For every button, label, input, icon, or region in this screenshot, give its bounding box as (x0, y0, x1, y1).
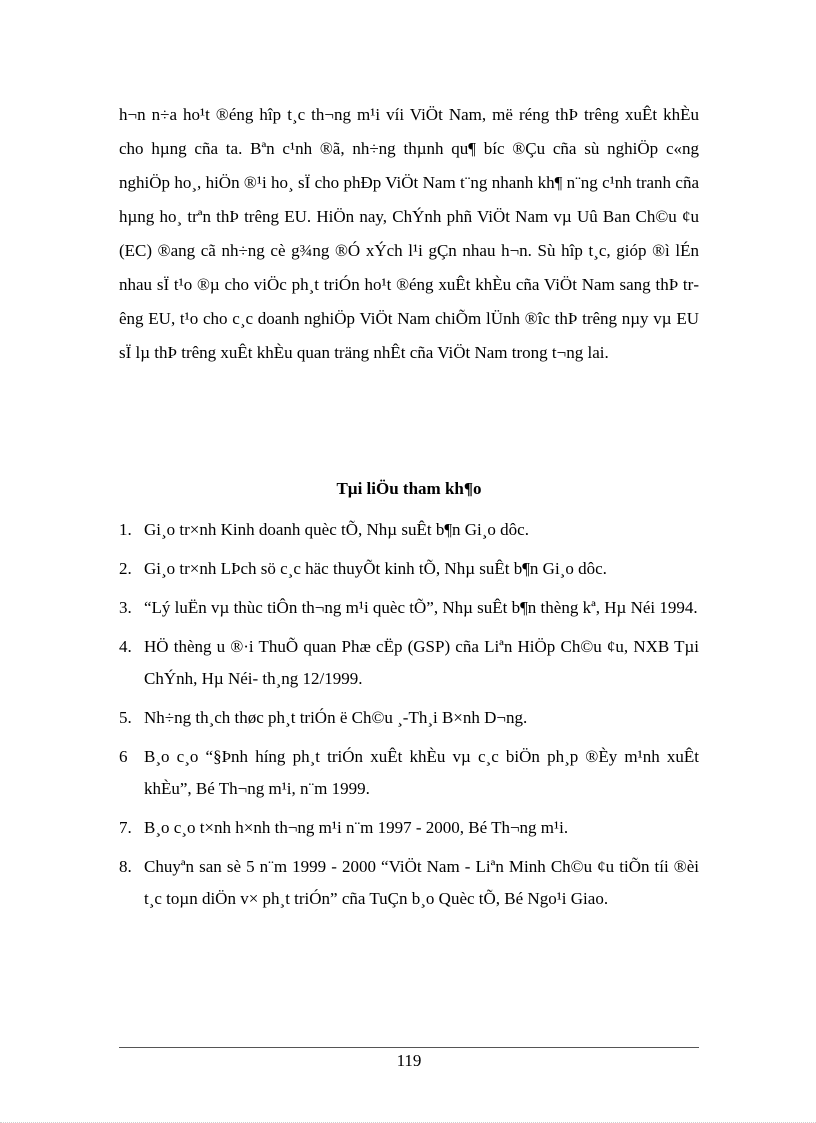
reference-number: 1. (119, 520, 132, 539)
reference-text: B¸o c¸o “§Þnh híng ph¸t triÓn xuÊt khÈu vµ c¸c biÖn ph¸p ®Èy m¹nh xuÊt khÈu”, Bé Th¬ng m¹i, n¨m 1999. (144, 747, 699, 798)
reference-number: 3. (119, 598, 132, 617)
reference-item (119, 702, 699, 734)
reference-text: Chuyªn san sè 5 n¨m 1999 - 2000 “ViÖt Nam - Liªn Minh Ch©u ¢u tiÕn tíi ®èi t¸c toµn diÖn v× ph¸t triÓn” cña TuÇn b¸o Quèc tÕ, Bé Ngo¹i Giao. (144, 857, 699, 908)
reference-number: 4. (119, 637, 132, 656)
reference-item (119, 812, 699, 844)
reference-text: Gi¸o tr×nh Kinh doanh quèc tÕ, Nhµ suÊt b¶n Gi¸o dôc. (144, 520, 529, 539)
references-list (119, 514, 699, 922)
reference-item (119, 851, 699, 915)
reference-number: 5. (119, 708, 132, 727)
body-paragraph: h¬n n÷a ho¹t ®éng hîp t¸c th¬ng m¹i víi ViÖt Nam, më réng thÞ trêng xuÊt khÈu cho hµng cña ta. Bªn c¹nh ®ã, nh÷ng thµnh qu¶ bíc ®Çu cña sù nghiÖp c«ng nghiÖp ho¸, hiÖn ®¹i ho¸ sÏ cho phÐp ViÖt Nam t¨ng nhanh kh¶ n¨ng c¹nh tranh cña hµng ho¸ trªn thÞ trêng EU. HiÖn nay, ChÝnh phñ ViÖt Nam vµ Uû Ban Ch©u ¢u (EC) ®ang cã nh÷ng cè g¾ng ®Ó xÝch l¹i gÇn nhau h¬n. Sù hîp t¸c, gióp ®ì lÉn nhau sÏ t¹o ®µ cho viÖc ph¸t triÓn ho¹t ®éng xuÊt khÈu cña ViÖt Nam sang thÞ trêng EU, t¹o cho c¸c doanh nghiÖp ViÖt Nam chiÕm lÜnh ®îc thÞ trêng nµy vµ EU sÏ lµ thÞ trêng xuÊt khÈu quan träng nhÊt cña ViÖt Nam trong t¬ng lai. (119, 105, 699, 362)
reference-item (119, 741, 699, 805)
page-number: 119 (396, 1051, 422, 1070)
footer-divider (119, 1047, 699, 1048)
references-heading: Tµi liÖu tham kh¶o (336, 479, 482, 498)
reference-number: 8. (119, 857, 132, 876)
reference-text: Nh÷ng th¸ch thøc ph¸t triÓn ë Ch©u ¸-Th¸i B×nh D¬ng. (144, 708, 528, 727)
reference-text: “Lý luËn vµ thùc tiÔn th¬ng m¹i quèc tÕ”, Nhµ suÊt b¶n thèng kª, Hµ Néi 1994. (144, 598, 698, 617)
reference-text: B¸o c¸o t×nh h×nh th¬ng m¹i n¨m 1997 - 2000, Bé Th¬ng m¹i. (144, 818, 569, 837)
reference-text: Gi¸o tr×nh LÞch sö c¸c häc thuyÕt kinh tÕ, Nhµ suÊt b¶n Gi¸o dôc. (144, 559, 607, 578)
reference-number: 7. (119, 818, 132, 837)
reference-item (119, 592, 699, 624)
reference-item (119, 553, 699, 585)
reference-text: HÖ thèng u ®·i ThuÕ quan Phæ cËp (GSP) cña Liªn HiÖp Ch©u ¢u, NXB Tµi ChÝnh, Hµ Néi- th¸ng 12/1999. (144, 637, 699, 688)
reference-item (119, 631, 699, 695)
reference-item (119, 514, 699, 546)
reference-number: 2. (119, 559, 132, 578)
reference-number: 6 (119, 747, 128, 766)
